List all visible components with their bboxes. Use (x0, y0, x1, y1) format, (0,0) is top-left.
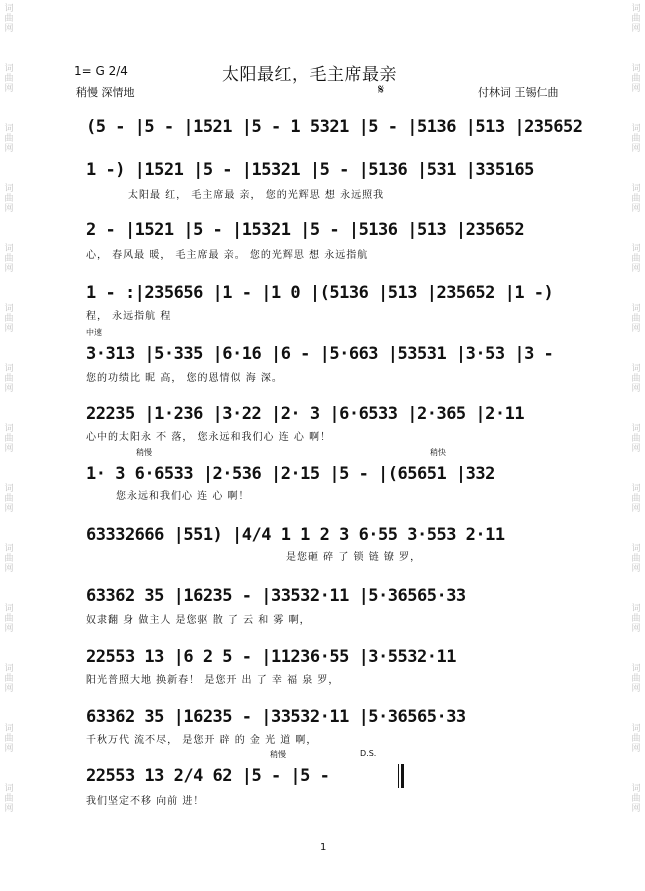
lyrics-line: 程， 永远指航 程 (86, 311, 172, 322)
watermark-char: 网 (4, 564, 14, 574)
watermark-char: 词 (631, 4, 641, 14)
watermark-char: 词 (631, 244, 641, 254)
watermark-char: 曲 (4, 254, 14, 264)
watermark-char: 网 (4, 444, 14, 454)
watermark-char: 网 (4, 504, 14, 514)
watermark-char: 词 (631, 784, 641, 794)
watermark-char: 网 (631, 504, 641, 514)
watermark-char: 网 (631, 444, 641, 454)
segno-icon: 𝄋 (378, 82, 385, 98)
watermark-char: 网 (4, 144, 14, 154)
watermark-char: 网 (4, 804, 14, 814)
watermark-char: 词 (4, 4, 14, 14)
key-signature: 1= G 2/4 (74, 64, 128, 78)
notation-line: (5 - |5 - |1521 |5 - 1 5321 |5 - |5136 |513 |235652 (86, 117, 583, 137)
watermark-char: 词 (631, 604, 641, 614)
watermark-char: 曲 (631, 614, 641, 624)
lyrics-line: 千秋万代 流不尽， 是您开 辟 的 金 光 道 啊， (86, 735, 318, 746)
watermark-char: 曲 (631, 494, 641, 504)
watermark-char: 曲 (4, 554, 14, 564)
notation-line: 63362 35 |16235 - |33532·11 |5·36565·33 (86, 707, 466, 727)
watermark-char: 曲 (631, 314, 641, 324)
watermark-char: 网 (4, 624, 14, 634)
credits: 付林词 王锡仁曲 (478, 86, 559, 99)
watermark-char: 曲 (631, 134, 641, 144)
watermark-char: 词 (4, 364, 14, 374)
watermark-char: 曲 (631, 674, 641, 684)
watermark-char: 网 (4, 684, 14, 694)
watermark-char: 曲 (4, 734, 14, 744)
lyrics-line: 您的功绩比 昵 高， 您的恩情似 海 深。 (86, 373, 283, 384)
watermark-char: 网 (4, 84, 14, 94)
watermark-char: 曲 (631, 194, 641, 204)
watermark-char: 曲 (4, 794, 14, 804)
watermark-char: 词 (631, 304, 641, 314)
watermark-char: 词 (4, 424, 14, 434)
watermark-char: 词 (4, 604, 14, 614)
notation-line: 22553 13 2/4 62 |5 - |5 - (86, 766, 330, 786)
notation-line: 22553 13 |6 2 5 - |11236·55 |3·5532·11 (86, 647, 456, 667)
watermark-char: 网 (4, 744, 14, 754)
lyrics-line: 您永远和我们心 连 心 啊！ (116, 491, 250, 502)
lyrics-line: 我们坚定不移 向前 进！ (86, 796, 205, 807)
watermark-char: 曲 (4, 494, 14, 504)
tempo-mark-shaoman: 稍慢 (270, 750, 286, 759)
notation-line: 1 - :|235656 |1 - |1 0 |(5136 |513 |235652 |1 -) (86, 283, 554, 303)
watermark-char: 曲 (631, 14, 641, 24)
watermark-char: 词 (4, 784, 14, 794)
watermark-char: 词 (631, 184, 641, 194)
notation-line: 63362 35 |16235 - |33532·11 |5·36565·33 (86, 586, 466, 606)
watermark-char: 网 (631, 804, 641, 814)
watermark-char: 词 (631, 424, 641, 434)
lyrics-line: 阳光普照大地 换新春！ 是您开 出 了 幸 福 泉 罗， (86, 675, 340, 686)
watermark-char: 网 (631, 264, 641, 274)
watermark-char: 词 (4, 544, 14, 554)
watermark-char: 网 (631, 24, 641, 34)
watermark-char: 网 (4, 384, 14, 394)
watermark-char: 词 (4, 484, 14, 494)
lyrics-line: 太阳最 红， 毛主席最 亲， 您的光辉思 想 永远照我 (128, 190, 385, 201)
watermark-char: 曲 (4, 314, 14, 324)
watermark-char: 词 (631, 484, 641, 494)
watermark-char: 曲 (631, 254, 641, 264)
watermark-char: 网 (631, 384, 641, 394)
notation-line: 1 -) |1521 |5 - |15321 |5 - |5136 |531 |335165 (86, 160, 534, 180)
lyrics-line: 奴隶翻 身 做主人 是您驱 散 了 云 和 雾 啊， (86, 615, 311, 626)
watermark-char: 曲 (631, 434, 641, 444)
final-barline (398, 764, 399, 788)
watermark-char: 曲 (4, 194, 14, 204)
watermark-char: 曲 (4, 674, 14, 684)
watermark-char: 网 (4, 24, 14, 34)
lyrics-line: 心， 春风最 暖， 毛主席最 亲。 您的光辉思 想 永远指航 (86, 250, 369, 261)
watermark-char: 词 (631, 544, 641, 554)
watermark-char: 网 (631, 144, 641, 154)
watermark-char: 网 (631, 204, 641, 214)
notation-line: 3·313 |5·335 |6·16 |6 - |5·663 |53531 |3·53 |3 - (86, 344, 554, 364)
watermark-char: 曲 (4, 134, 14, 144)
watermark-char: 网 (631, 324, 641, 334)
watermark-char: 曲 (631, 74, 641, 84)
watermark-char: 曲 (4, 374, 14, 384)
tempo-mark-zhongsu: 中速 (86, 328, 102, 337)
watermark-char: 词 (4, 664, 14, 674)
lyrics-line: 是您砸 碎 了 锁 链 镣 罗， (286, 552, 422, 563)
notation-line: 1· 3 6·6533 |2·536 |2·15 |5 - |(65651 |332 (86, 464, 495, 484)
watermark-char: 词 (4, 304, 14, 314)
watermark-char: 词 (4, 244, 14, 254)
tempo-mark-shaoman: 稍慢 (136, 448, 152, 457)
watermark-char: 网 (631, 624, 641, 634)
tempo-mark-shaokuai: 稍快 (430, 448, 446, 457)
watermark-left (2, 4, 16, 838)
watermark-char: 词 (631, 724, 641, 734)
watermark-char: 网 (631, 84, 641, 94)
watermark-char: 网 (4, 264, 14, 274)
watermark-char: 曲 (4, 434, 14, 444)
watermark-char: 曲 (631, 374, 641, 384)
watermark-char: 网 (4, 204, 14, 214)
notation-line: 2 - |1521 |5 - |15321 |5 - |5136 |513 |235652 (86, 220, 525, 240)
watermark-char: 词 (631, 664, 641, 674)
watermark-char: 曲 (631, 734, 641, 744)
final-barline-thick (401, 764, 404, 788)
watermark-char: 词 (4, 64, 14, 74)
watermark-char: 网 (631, 564, 641, 574)
watermark-char: 网 (631, 684, 641, 694)
notation-line: 22235 |1·236 |3·22 |2· 3 |6·6533 |2·365 |2·11 (86, 404, 525, 424)
watermark-char: 网 (4, 324, 14, 334)
watermark-char: 词 (631, 64, 641, 74)
watermark-char: 曲 (4, 614, 14, 624)
watermark-char: 曲 (631, 554, 641, 564)
watermark-char: 词 (631, 124, 641, 134)
watermark-char: 网 (631, 744, 641, 754)
watermark-char: 曲 (4, 14, 14, 24)
watermark-char: 词 (4, 724, 14, 734)
tempo-marking: 稍慢 深情地 (76, 86, 135, 99)
watermark-char: 曲 (4, 74, 14, 84)
lyrics-line: 心中的太阳永 不 落， 您永远和我们心 连 心 啊！ (86, 432, 332, 443)
page-number: 1 (320, 842, 327, 853)
watermark-char: 词 (4, 124, 14, 134)
watermark-char: 词 (4, 184, 14, 194)
watermark-char: 曲 (631, 794, 641, 804)
notation-line: 63332666 |551) |4/4 1 1 2 3 6·55 3·553 2·11 (86, 525, 505, 545)
watermark-char: 词 (631, 364, 641, 374)
dal-segno-mark: D.S. (360, 749, 377, 758)
song-title: 太阳最红，毛主席最亲 (222, 65, 397, 85)
watermark-right (629, 4, 643, 838)
